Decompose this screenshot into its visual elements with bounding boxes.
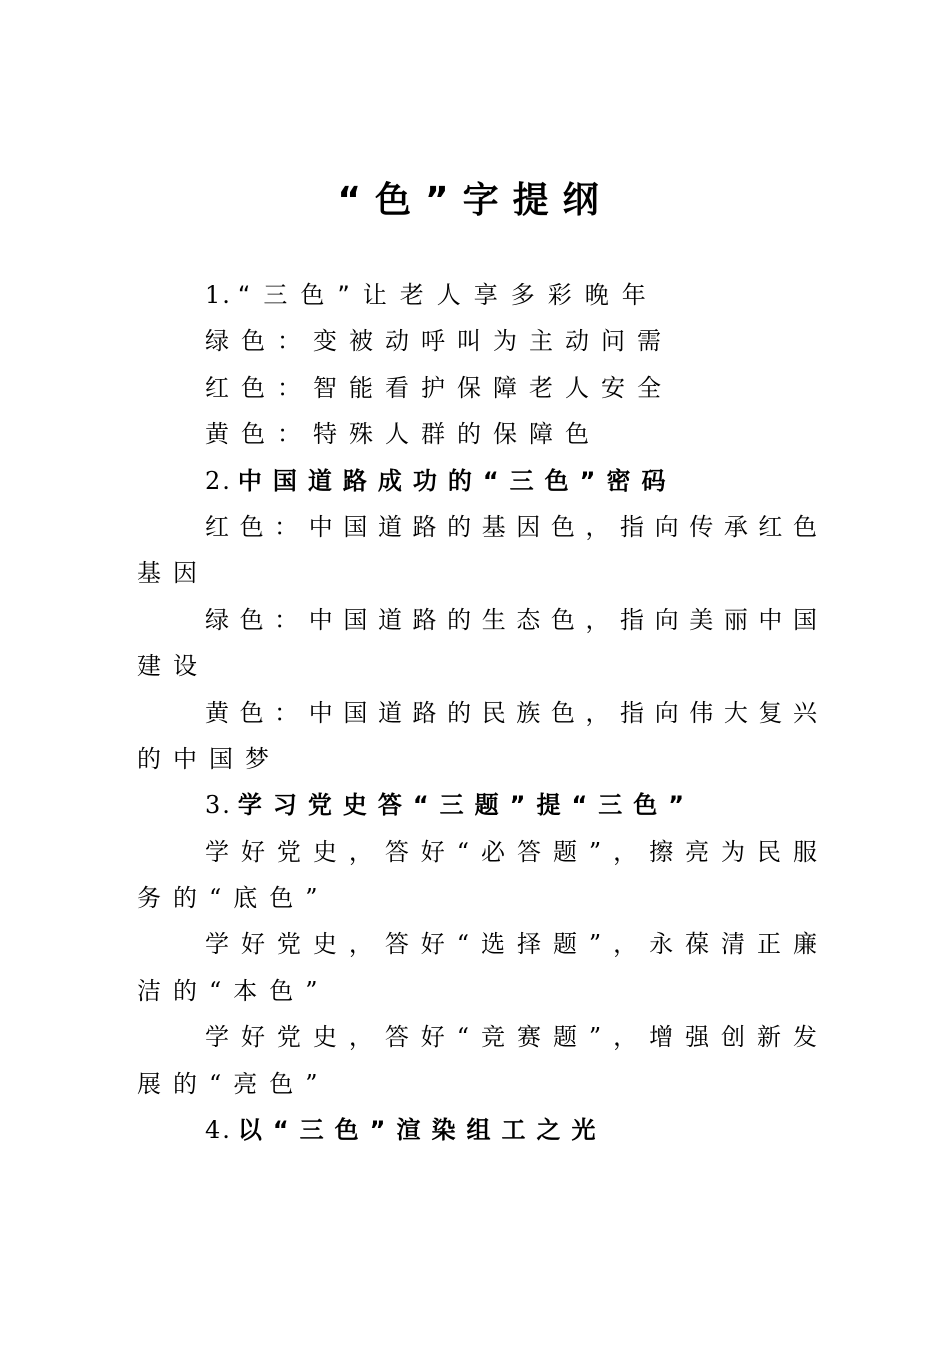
section-heading [137,458,817,504]
section-heading-text: 中国道路成功的“三色”密码 [237,466,677,495]
section-number: 2. [205,466,232,495]
section-number: 4. [205,1116,232,1145]
section-heading [137,1107,817,1153]
list-item-continuation: 基因 [137,559,209,588]
document-title: “色”字提纲 [337,180,613,221]
section-number: 3. [205,791,232,820]
list-item-continuation: 务的“底色” [137,884,330,913]
list-item-continuation: 的中国梦 [137,744,281,773]
list-item-continuation: 展的“亮色” [137,1069,330,1098]
section-heading [137,782,817,828]
list-item-first-line: 红色：中国道路的基因色，指向传承红色 [205,512,817,541]
section-number: 1. [205,281,232,309]
list-item: 绿色：变被动呼叫为主动问需 [205,327,673,356]
list-item-first-line: 学好党史，答好“必答题”，擦亮为民服 [205,837,817,866]
list-item-first-line: 绿色：中国道路的生态色，指向美丽中国 [205,605,817,634]
document-body [137,272,817,1153]
section-heading [137,272,817,318]
list-item-first-line: 学好党史，答好“选择题”，永葆清正廉 [205,930,817,959]
section-heading-text: “三色”让老人享多彩晚年 [237,281,659,309]
list-item: 黄色：特殊人群的保障色 [205,420,601,449]
section-heading-text: 以“三色”渲染组工之光 [237,1116,607,1145]
list-item-first-line: 学好党史，答好“竞赛题”，增强创新发 [205,1023,817,1052]
list-item-first-line: 黄色：中国道路的民族色，指向伟大复兴 [205,698,817,727]
list-item-continuation: 洁的“本色” [137,976,330,1005]
section-heading-text: 学习党史答“三题”提“三色” [237,791,695,820]
list-item-continuation: 建设 [137,652,209,681]
list-item: 红色：智能看护保障老人安全 [205,373,673,402]
